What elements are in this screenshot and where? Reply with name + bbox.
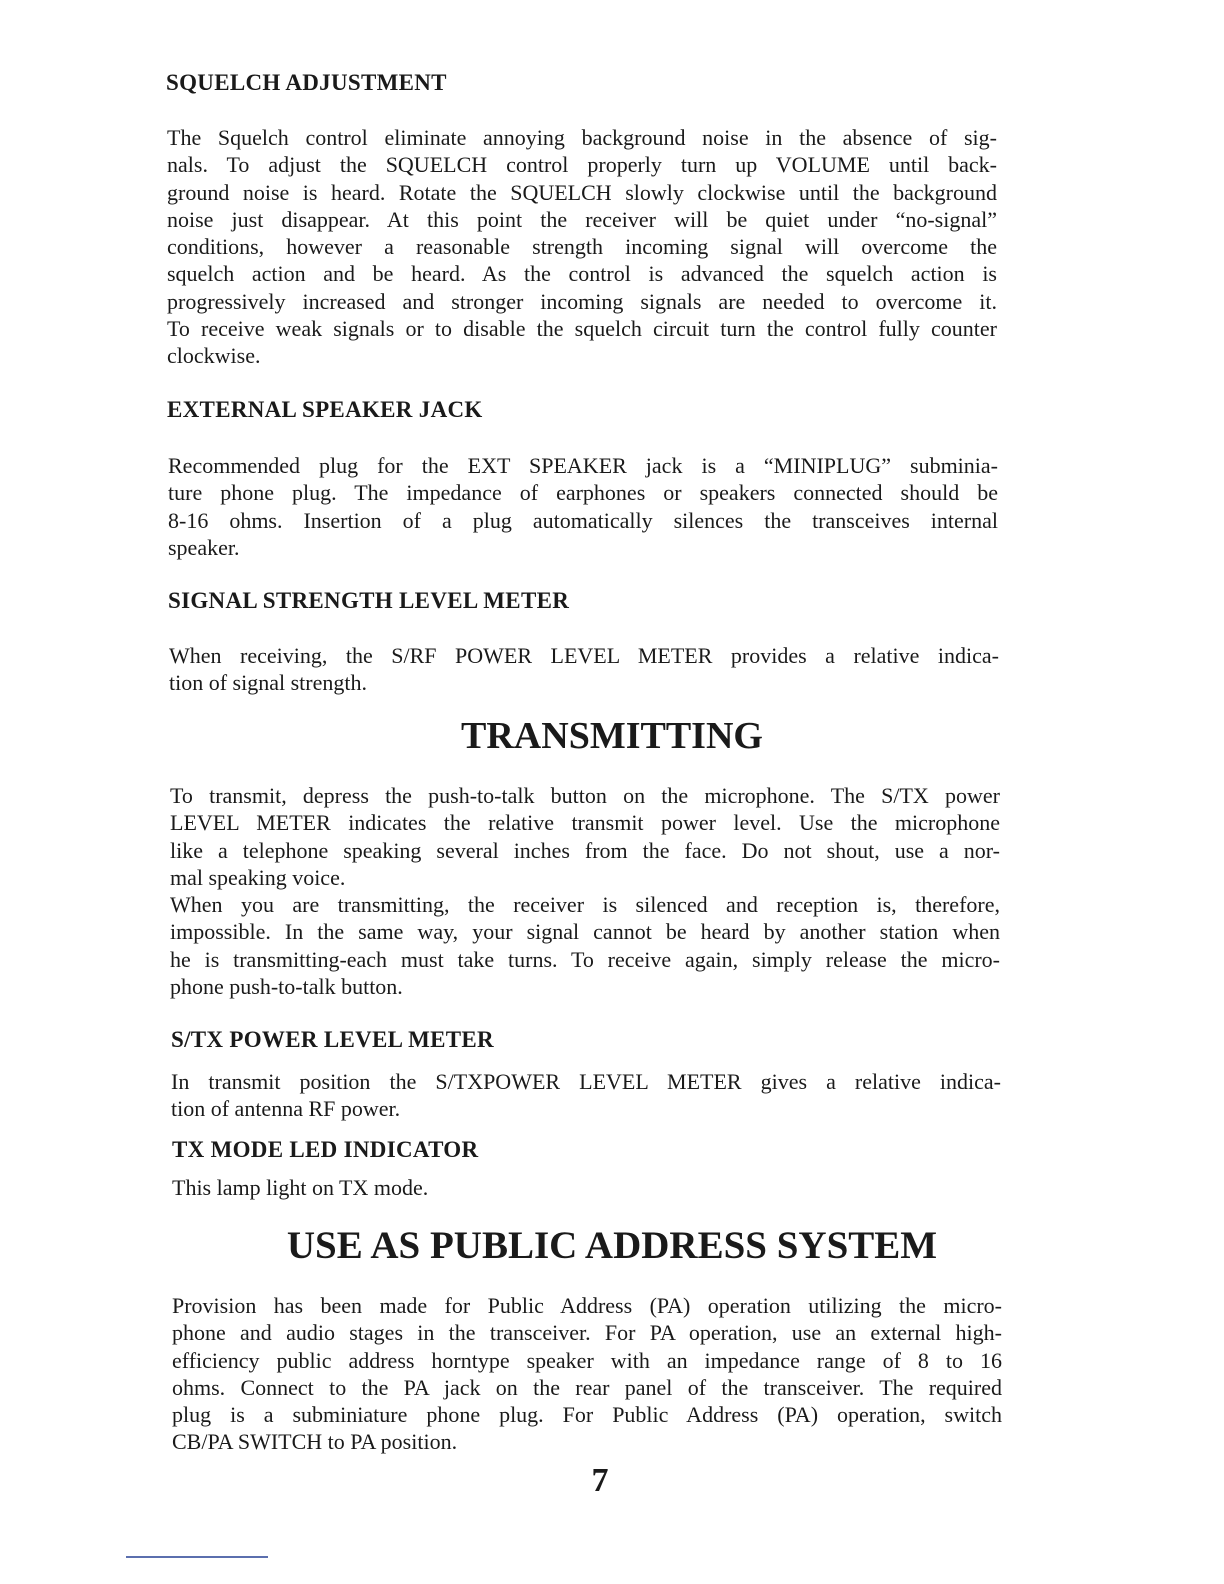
- heading-tx-mode-led: TX MODE LED INDICATOR: [172, 1137, 479, 1162]
- text-line: Recommended plug for the EXT SPEAKER jack is a “MINIPLUG” subminia-: [168, 453, 998, 478]
- heading-signal-strength-meter: SIGNAL STRENGTH LEVEL METER: [168, 588, 570, 613]
- heading-squelch-adjustment: SQUELCH ADJUSTMENT: [166, 70, 447, 95]
- text-line: To receive weak signals or to disable the squelch circuit turn the control fully counter: [167, 316, 997, 342]
- text-line: like a telephone speaking several inches from the face. Do not shout, use a nor-: [170, 837, 1000, 863]
- paragraph-transmitting-2: [170, 891, 1000, 1000]
- heading-stx-power-meter: S/TX POWER LEVEL METER: [171, 1027, 494, 1052]
- text-line: tion of signal strength.: [169, 670, 367, 696]
- text-line: When you are transmitting, the receiver is silenced and reception is, therefore,: [170, 892, 1000, 917]
- text-line: mal speaking voice.: [170, 864, 346, 890]
- paragraph-public-address: [172, 1292, 1002, 1456]
- text-line: tion of antenna RF power.: [171, 1096, 401, 1122]
- text-line: nals. To adjust the SQUELCH control properly turn up VOLUME until back-: [167, 152, 997, 178]
- text-line: squelch action and be heard. As the control is advanced the squelch action is: [167, 261, 997, 287]
- text-line: ture phone plug. The impedance of earphones or speakers connected should be: [168, 480, 998, 506]
- text-line: The Squelch control eliminate annoying background noise in the absence of sig-: [167, 125, 997, 150]
- text-line: plug is a subminiature phone plug. For Public Address (PA) operation, switch: [172, 1402, 1002, 1428]
- text-line: LEVEL METER indicates the relative transmit power level. Use the microphone: [170, 810, 1000, 836]
- paragraph-tx-led: [172, 1174, 1002, 1201]
- text-line: phone and audio stages in the transceiver. For PA operation, use an external high-: [172, 1320, 1002, 1346]
- text-line: phone push-to-talk button.: [170, 973, 403, 999]
- text-line: When receiving, the S/RF POWER LEVEL METER provides a relative indica-: [169, 643, 999, 668]
- heading-public-address: USE AS PUBLIC ADDRESS SYSTEM: [286, 1224, 938, 1267]
- text-line: noise just disappear. At this point the receiver will be quiet under “no-signal”: [167, 206, 997, 232]
- text-line: speaker.: [168, 534, 240, 560]
- text-line: 8-16 ohms. Insertion of a plug automatically silences the transceives internal: [168, 507, 998, 533]
- text-line: he is transmitting-each must take turns. To receive again, simply release the micro-: [170, 946, 1000, 972]
- text-line: progressively increased and stronger incoming signals are needed to overcome it.: [167, 288, 997, 314]
- scan-underline-mark: [126, 1556, 268, 1558]
- page-number: 7: [591, 1462, 609, 1499]
- paragraph-squelch: [167, 124, 997, 370]
- text-line: ohms. Connect to the PA jack on the rear panel of the transceiver. The required: [172, 1374, 1002, 1400]
- text-line: This lamp light on TX mode.: [172, 1175, 429, 1200]
- text-line: To transmit, depress the push-to-talk button on the microphone. The S/TX power: [170, 783, 1000, 808]
- paragraph-transmitting-1: [170, 782, 1000, 891]
- paragraph-stx-meter: [171, 1068, 1001, 1123]
- text-line: efficiency public address horntype speaker with an impedance range of 8 to 16: [172, 1347, 1002, 1373]
- text-line: CB/PA SWITCH to PA position.: [172, 1429, 458, 1455]
- text-line: clockwise.: [167, 343, 261, 369]
- heading-external-speaker-jack: EXTERNAL SPEAKER JACK: [167, 397, 483, 422]
- paragraph-external-speaker: [168, 452, 998, 561]
- text-line: conditions, however a reasonable strength incoming signal will overcome the: [167, 234, 997, 260]
- paragraph-signal-meter: [169, 642, 999, 697]
- heading-transmitting: TRANSMITTING: [461, 715, 763, 757]
- text-line: ground noise is heard. Rotate the SQUELCH slowly clockwise until the background: [167, 179, 997, 205]
- text-line: In transmit position the S/TXPOWER LEVEL METER gives a relative indica-: [171, 1069, 1001, 1094]
- text-line: impossible. In the same way, your signal cannot be heard by another station when: [170, 919, 1000, 945]
- text-line: Provision has been made for Public Address (PA) operation utilizing the micro-: [172, 1293, 1002, 1318]
